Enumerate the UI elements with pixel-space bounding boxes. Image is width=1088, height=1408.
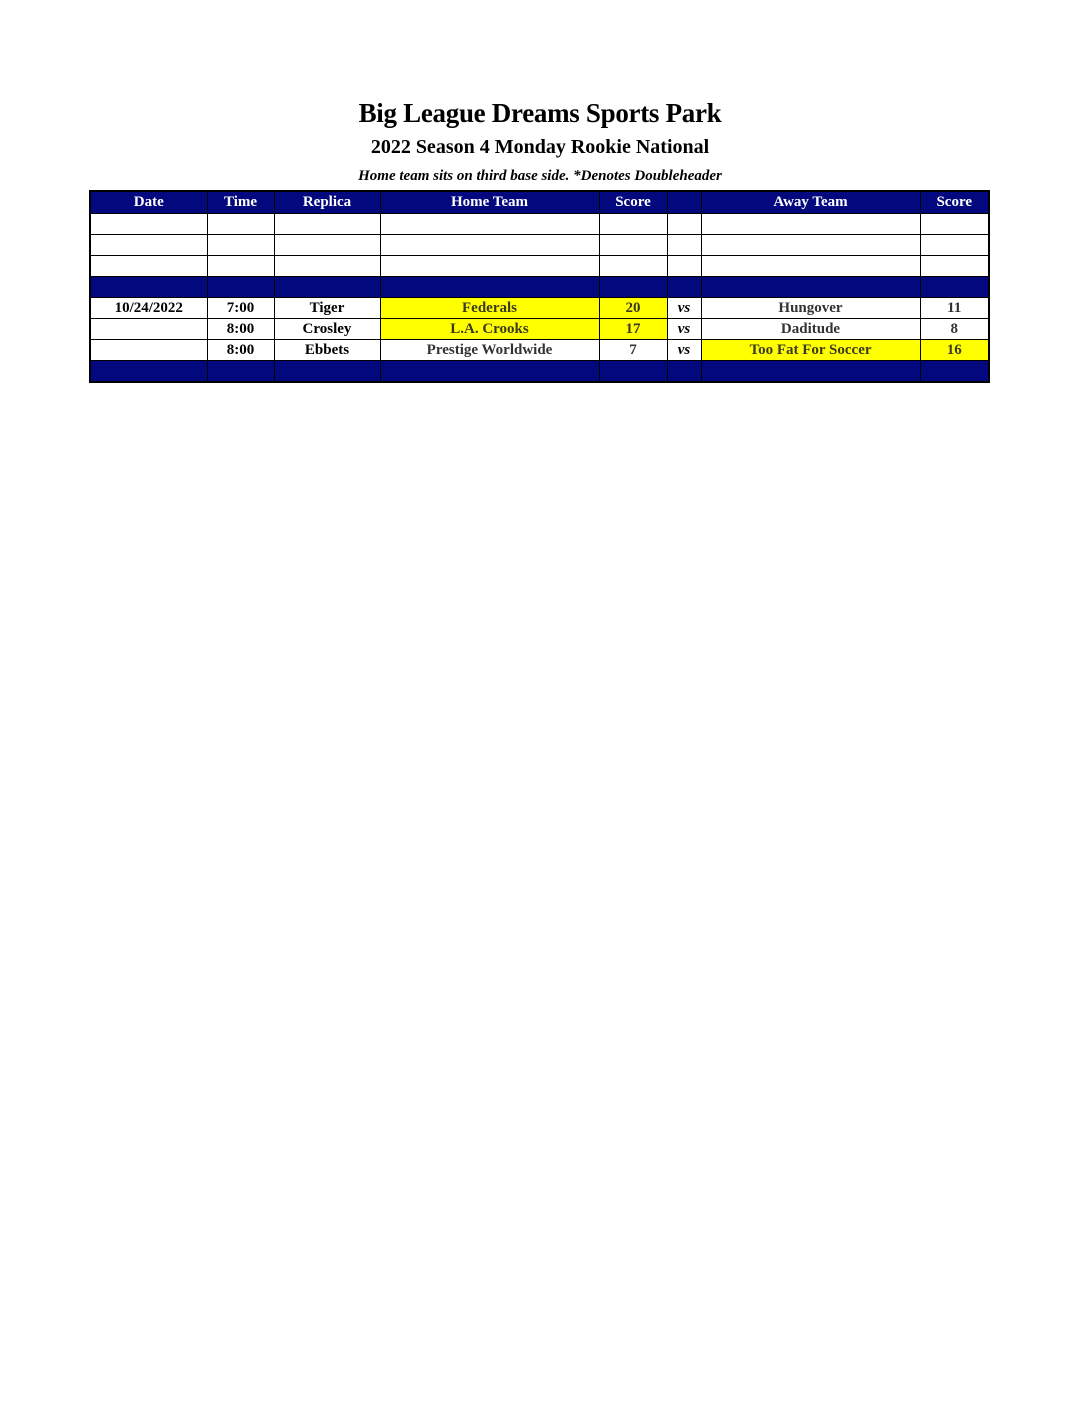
band-cell bbox=[207, 277, 274, 298]
home-team: Federals bbox=[380, 298, 599, 319]
table-header-row bbox=[90, 191, 989, 214]
band-cell bbox=[920, 277, 989, 298]
empty-cell bbox=[701, 214, 920, 235]
empty-cell bbox=[380, 214, 599, 235]
band-cell bbox=[207, 361, 274, 383]
empty-cell bbox=[667, 214, 701, 235]
game-row bbox=[90, 340, 989, 361]
empty-cell bbox=[207, 214, 274, 235]
game-date: 10/24/2022 bbox=[90, 298, 207, 319]
schedule-note: Home team sits on third base side. *Denotes Doubleheader bbox=[358, 168, 722, 184]
home-score: 7 bbox=[599, 340, 667, 361]
empty-row bbox=[90, 214, 989, 235]
home-score: 20 bbox=[599, 298, 667, 319]
empty-cell bbox=[207, 235, 274, 256]
empty-cell bbox=[274, 214, 380, 235]
game-time: 8:00 bbox=[207, 319, 274, 340]
band-cell bbox=[701, 277, 920, 298]
page-title: Big League Dreams Sports Park bbox=[358, 98, 722, 128]
empty-cell bbox=[599, 235, 667, 256]
empty-cell bbox=[920, 256, 989, 277]
col-header-away-team: Away Team bbox=[701, 191, 920, 214]
home-team: Prestige Worldwide bbox=[380, 340, 599, 361]
col-header-home-team: Home Team bbox=[380, 191, 599, 214]
away-score: 11 bbox=[920, 298, 989, 319]
vs-label: vs bbox=[667, 319, 701, 340]
col-header-replica: Replica bbox=[274, 191, 380, 214]
empty-cell bbox=[207, 256, 274, 277]
home-team: L.A. Crooks bbox=[380, 319, 599, 340]
away-score: 8 bbox=[920, 319, 989, 340]
game-row bbox=[90, 319, 989, 340]
empty-cell bbox=[920, 235, 989, 256]
empty-cell bbox=[90, 256, 207, 277]
away-team: Hungover bbox=[701, 298, 920, 319]
empty-cell bbox=[599, 214, 667, 235]
col-header-vs bbox=[667, 191, 701, 214]
col-header-away-score: Score bbox=[920, 191, 989, 214]
col-header-home-score: Score bbox=[599, 191, 667, 214]
away-team: Too Fat For Soccer bbox=[701, 340, 920, 361]
empty-cell bbox=[599, 256, 667, 277]
empty-row bbox=[90, 256, 989, 277]
game-date bbox=[90, 319, 207, 340]
band-cell bbox=[380, 277, 599, 298]
empty-row bbox=[90, 235, 989, 256]
game-replica: Ebbets bbox=[274, 340, 380, 361]
empty-cell bbox=[380, 256, 599, 277]
band-cell bbox=[274, 361, 380, 383]
col-header-date: Date bbox=[90, 191, 207, 214]
game-time: 7:00 bbox=[207, 298, 274, 319]
empty-cell bbox=[667, 256, 701, 277]
band-cell bbox=[90, 277, 207, 298]
band-cell bbox=[920, 361, 989, 383]
band-cell bbox=[667, 277, 701, 298]
band-cell bbox=[599, 361, 667, 383]
game-time: 8:00 bbox=[207, 340, 274, 361]
band-cell bbox=[667, 361, 701, 383]
empty-cell bbox=[380, 235, 599, 256]
empty-cell bbox=[701, 235, 920, 256]
home-score: 17 bbox=[599, 319, 667, 340]
band-cell bbox=[380, 361, 599, 383]
band-cell bbox=[701, 361, 920, 383]
page-subtitle: 2022 Season 4 Monday Rookie National bbox=[370, 136, 710, 158]
vs-label: vs bbox=[667, 298, 701, 319]
separator-band bbox=[90, 277, 989, 298]
band-cell bbox=[274, 277, 380, 298]
empty-cell bbox=[274, 256, 380, 277]
col-header-time: Time bbox=[207, 191, 274, 214]
band-cell bbox=[599, 277, 667, 298]
game-date bbox=[90, 340, 207, 361]
separator-band bbox=[90, 361, 989, 383]
empty-cell bbox=[667, 235, 701, 256]
empty-cell bbox=[90, 235, 207, 256]
empty-cell bbox=[920, 214, 989, 235]
schedule-table bbox=[89, 190, 990, 383]
empty-cell bbox=[274, 235, 380, 256]
band-cell bbox=[90, 361, 207, 383]
vs-label: vs bbox=[667, 340, 701, 361]
away-score: 16 bbox=[920, 340, 989, 361]
game-replica: Tiger bbox=[274, 298, 380, 319]
empty-cell bbox=[701, 256, 920, 277]
game-replica: Crosley bbox=[274, 319, 380, 340]
empty-cell bbox=[90, 214, 207, 235]
away-team: Daditude bbox=[701, 319, 920, 340]
game-row bbox=[90, 298, 989, 319]
